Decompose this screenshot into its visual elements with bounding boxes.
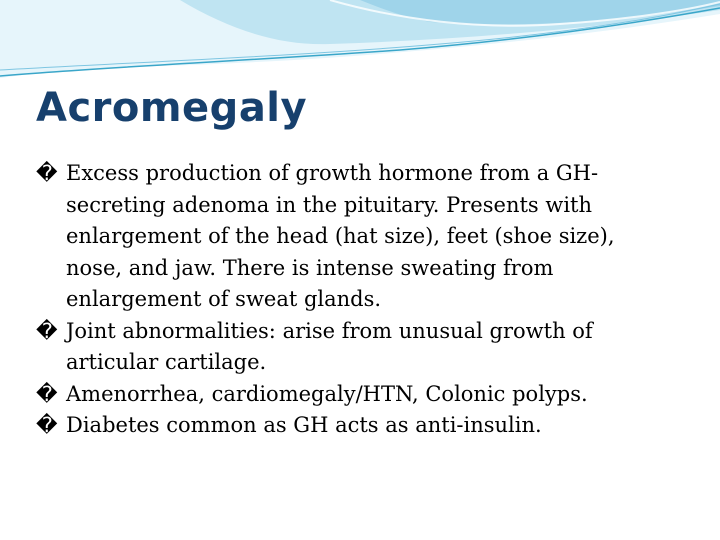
bullet-marker-icon: �: [36, 161, 58, 185]
bullet-item-amenorrhea: [36, 379, 676, 411]
bullet-marker-icon: �: [36, 381, 58, 406]
slide-title: Acromegaly: [36, 85, 308, 131]
bullet-marker-icon: �: [36, 318, 58, 343]
bullet-text: Amenorrhea, cardiomegaly/HTN, Colonic polyps.: [66, 381, 588, 406]
bullet-text: Excess production of growth hormone from a GH-secreting adenoma in the pituitary. Presents with enlargement of the head (hat size), feet (shoe size), nose, and jaw. There is intense sweating from enlargement of sweat glands.: [66, 161, 615, 311]
bullet-text: Joint abnormalities: arise from unusual growth of articular cartilage.: [66, 318, 593, 374]
header-wave-decoration: [0, 0, 720, 90]
bullet-item-joint-abnormalities: [36, 316, 676, 379]
bullet-marker-icon: �: [36, 413, 58, 437]
bullet-list: [36, 158, 676, 442]
bullet-item-excess-gh: [36, 158, 676, 316]
bullet-item-diabetes: [36, 410, 676, 442]
bullet-text: Diabetes common as GH acts as anti-insulin.: [66, 413, 542, 437]
